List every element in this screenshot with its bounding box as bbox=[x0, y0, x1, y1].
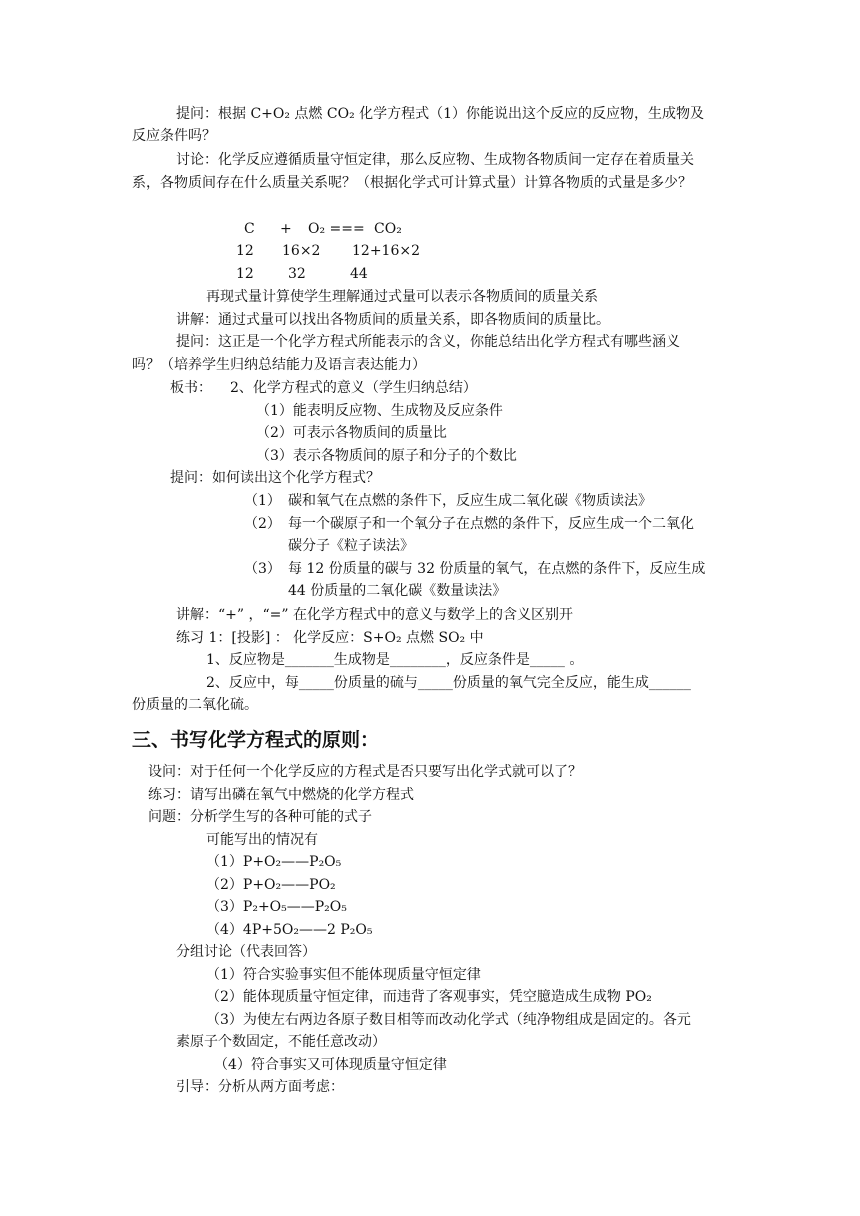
discussion-line-2: 系，各物质间存在什么质量关系呢？（根据化学式可计算式量）计算各物质的式量是多少？ bbox=[132, 175, 692, 191]
case-1: （1）P+O₂——P₂O₅ bbox=[206, 854, 342, 870]
mass-c: 12 bbox=[236, 266, 254, 282]
discussion-line-1: 讨论：化学反应遵循质量守恒定律，那么反应物、生成物各物质间一定存在着质量关 bbox=[176, 152, 694, 168]
group-discussion-line: 分组讨论（代表回答） bbox=[176, 944, 316, 960]
eq-plus: + bbox=[280, 221, 292, 237]
equation-row bbox=[244, 219, 402, 240]
answer-2: （2）能体现质量守恒定律，而违背了客观事实，凭空臆造成生成物 PO₂ bbox=[206, 989, 652, 1005]
reading-3-number: （3） bbox=[244, 561, 281, 577]
case-2: （2）P+O₂——PO₂ bbox=[206, 877, 336, 893]
exercise-line: 练习：请写出磷在氧气中燃烧的化学方程式 bbox=[148, 787, 414, 803]
question-read-line: 提问：如何读出这个化学方程式？ bbox=[170, 470, 380, 486]
question-line-2: 反应条件吗？ bbox=[132, 128, 216, 144]
reading-3-cont: 44 份质量的二氧化碳《数量读法》 bbox=[288, 583, 507, 599]
eq-o2: O₂ === bbox=[308, 221, 365, 237]
reading-1-number: （1） bbox=[244, 493, 281, 509]
exercise-1-q1: 1、反应物是_______生成物是________，反应条件是_____ 。 bbox=[206, 652, 584, 668]
exercise-1-line: 练习 1：[投影] ： 化学反应：S+O₂ 点燃 SO₂ 中 bbox=[176, 630, 484, 646]
board-label: 板书： bbox=[170, 380, 212, 396]
mass-row bbox=[236, 264, 368, 285]
fw-o2: 16×2 bbox=[282, 243, 321, 259]
meaning-item-3: （3）表示各物质间的原子和分子的个数比 bbox=[256, 448, 517, 464]
reading-2-number: （2） bbox=[244, 516, 281, 532]
fw-co2: 12+16×2 bbox=[352, 243, 420, 259]
recap-line: 再现式量计算使学生理解通过式量可以表示各物质间的质量关系 bbox=[206, 289, 598, 305]
answer-3-cont: 素原子个数固定，不能任意改动） bbox=[176, 1034, 386, 1050]
eq-co2: CO₂ bbox=[374, 221, 402, 237]
question-meaning-line-2: 吗？（培养学生归纳总结能力及语言表达能力） bbox=[132, 357, 426, 373]
possible-cases-line: 可能写出的情况有 bbox=[206, 832, 318, 848]
problem-line: 问题：分析学生写的各种可能的式子 bbox=[148, 809, 372, 825]
board-title: 2、化学方程式的意义（学生归纳总结） bbox=[230, 380, 477, 396]
answer-4: （4）符合事实又可体现质量守恒定律 bbox=[214, 1057, 447, 1073]
question-meaning-line-1: 提问：这正是一个化学方程式所能表示的含义，你能总结出化学方程式有哪些涵义 bbox=[176, 334, 680, 350]
explain-symbols-line: 讲解：“+” ，“=” 在化学方程式中的意义与数学上的含义区别开 bbox=[176, 607, 573, 623]
mass-co2: 44 bbox=[350, 266, 368, 282]
case-4: （4）4P+5O₂——2 P₂O₅ bbox=[206, 922, 373, 938]
reading-2-text: 每一个碳原子和一个氧分子在点燃的条件下，反应生成一个二氧化 bbox=[288, 516, 694, 532]
exercise-1-q2: 2、反应中，每_____份质量的硫与_____份质量的氧气完全反应，能生成______ bbox=[206, 675, 691, 691]
reading-3-text: 每 12 份质量的碳与 32 份质量的氧气，在点燃的条件下，反应生成 bbox=[288, 561, 706, 577]
reading-2-cont: 碳分子《粒子读法》 bbox=[288, 538, 414, 554]
answer-3: （3）为使左右两边各原子数目相等而改动化学式（纯净物组成是固定的。各元 bbox=[206, 1012, 691, 1028]
answer-1: （1）符合实验事实但不能体现质量守恒定律 bbox=[206, 967, 481, 983]
meaning-item-2: （2）可表示各物质间的质量比 bbox=[256, 425, 447, 441]
exercise-1-q2-cont: 份质量的二氧化硫。 bbox=[132, 697, 258, 713]
question-setup-line: 设问：对于任何一个化学反应的方程式是否只要写出化学式就可以了？ bbox=[148, 764, 582, 780]
eq-c: C bbox=[244, 221, 255, 237]
fw-c: 12 bbox=[236, 243, 254, 259]
explain-line: 讲解：通过式量可以找出各物质间的质量关系，即各物质间的质量比。 bbox=[176, 312, 610, 328]
meaning-item-1: （1）能表明反应物、生成物及反应条件 bbox=[256, 403, 503, 419]
mass-o2: 32 bbox=[288, 266, 306, 282]
section-heading: 三、书写化学方程式的原则： bbox=[132, 729, 380, 751]
guidance-line: 引导：分析从两方面考虑： bbox=[176, 1079, 344, 1095]
reading-1-text: 碳和氧气在点燃的条件下，反应生成二氧化碳《物质读法》 bbox=[288, 493, 652, 509]
formula-weight-row bbox=[236, 241, 420, 262]
question-line-1: 提问：根据 C+O₂ 点燃 CO₂ 化学方程式（1）你能说出这个反应的反应物，生成物及 bbox=[176, 106, 705, 122]
case-3: （3）P₂+O₅——P₂O₅ bbox=[206, 899, 347, 915]
